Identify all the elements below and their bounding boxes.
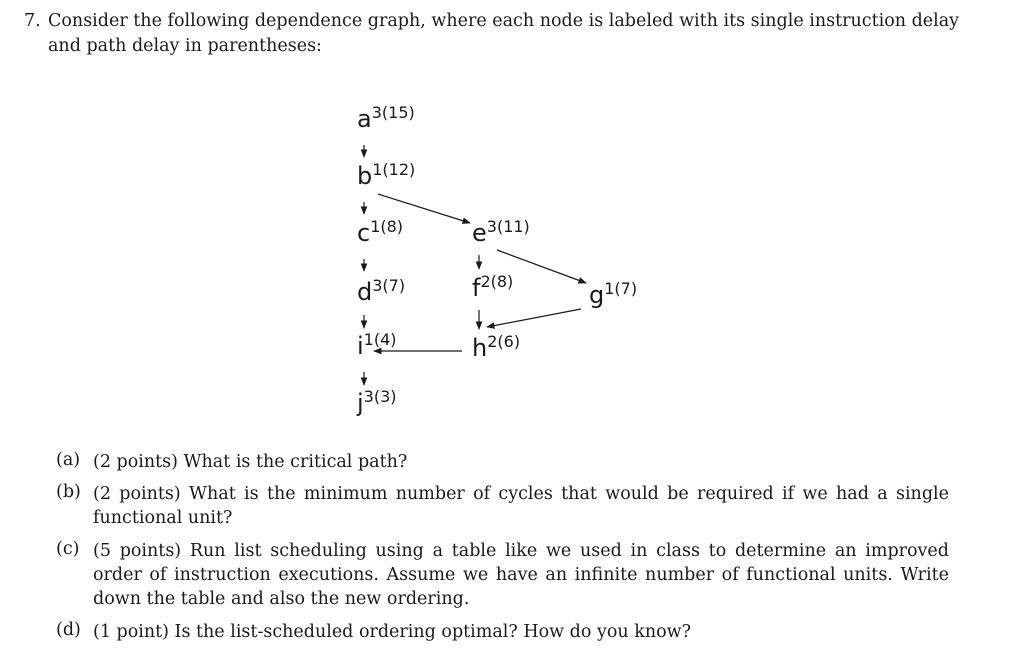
graph-nodes (356, 103, 637, 417)
node-c-delay-label: 1(8) (370, 217, 404, 236)
node-j-delay-label: 3(3) (363, 387, 397, 406)
node-d-delay-label: 3(7) (372, 276, 406, 295)
node-j: $j^{3(3)}$ (357, 387, 397, 417)
part-c-text: (5 points) Run list scheduling using a table like we used in class to determine an improved order of instruction executions. Assume we have an infinite number of functional units. Write down the table and also the new ordering. (93, 541, 949, 609)
node-f: $f^{2(8)}$ (472, 272, 514, 302)
part-d-label: (d) (56, 620, 81, 640)
question-intro-line2: and path delay in parentheses: (48, 36, 322, 56)
node-h-delay-label: 2(6) (487, 332, 521, 351)
part-a-label: (a) (56, 450, 81, 470)
node-b-delay-label: 1(12) (372, 160, 416, 179)
part-c-label: (c) (56, 539, 80, 559)
node-e-delay-label: 3(11) (486, 217, 530, 236)
part-a-text: (2 points) What is the critical path? (93, 452, 408, 472)
part-d-text: (1 point) Is the list-scheduled ordering optimal? How do you know? (93, 622, 692, 642)
edge-g-h-arrow (487, 309, 581, 327)
node-h: $h^{2(6)}$ (472, 332, 521, 362)
question-intro-line1: Consider the following dependence graph, where each node is labeled with its single instruction delay (48, 11, 960, 31)
node-a-delay-label: 3(15) (371, 103, 415, 122)
part-b-label: (b) (56, 482, 81, 502)
node-a: $a^{3(15)}$ (357, 103, 415, 133)
node-e: $e^{3(11)}$ (472, 217, 530, 247)
part-b-text: (2 points) What is the minimum number of cycles that would be required if we had a single functional unit? (93, 484, 949, 528)
question-number: 7. (24, 11, 41, 31)
node-i: $i^{1(4)}$ (357, 330, 397, 360)
node-b: $b^{1(12)}$ (357, 160, 416, 190)
node-g-delay-label: 1(7) (604, 279, 638, 298)
node-c: $c^{1(8)}$ (357, 217, 404, 247)
node-g: $g^{1(7)}$ (589, 279, 638, 309)
node-d: $d^{3(7)}$ (357, 276, 406, 306)
node-f-delay-label: 2(8) (480, 272, 514, 291)
node-i-delay-label: 1(4) (363, 330, 397, 349)
